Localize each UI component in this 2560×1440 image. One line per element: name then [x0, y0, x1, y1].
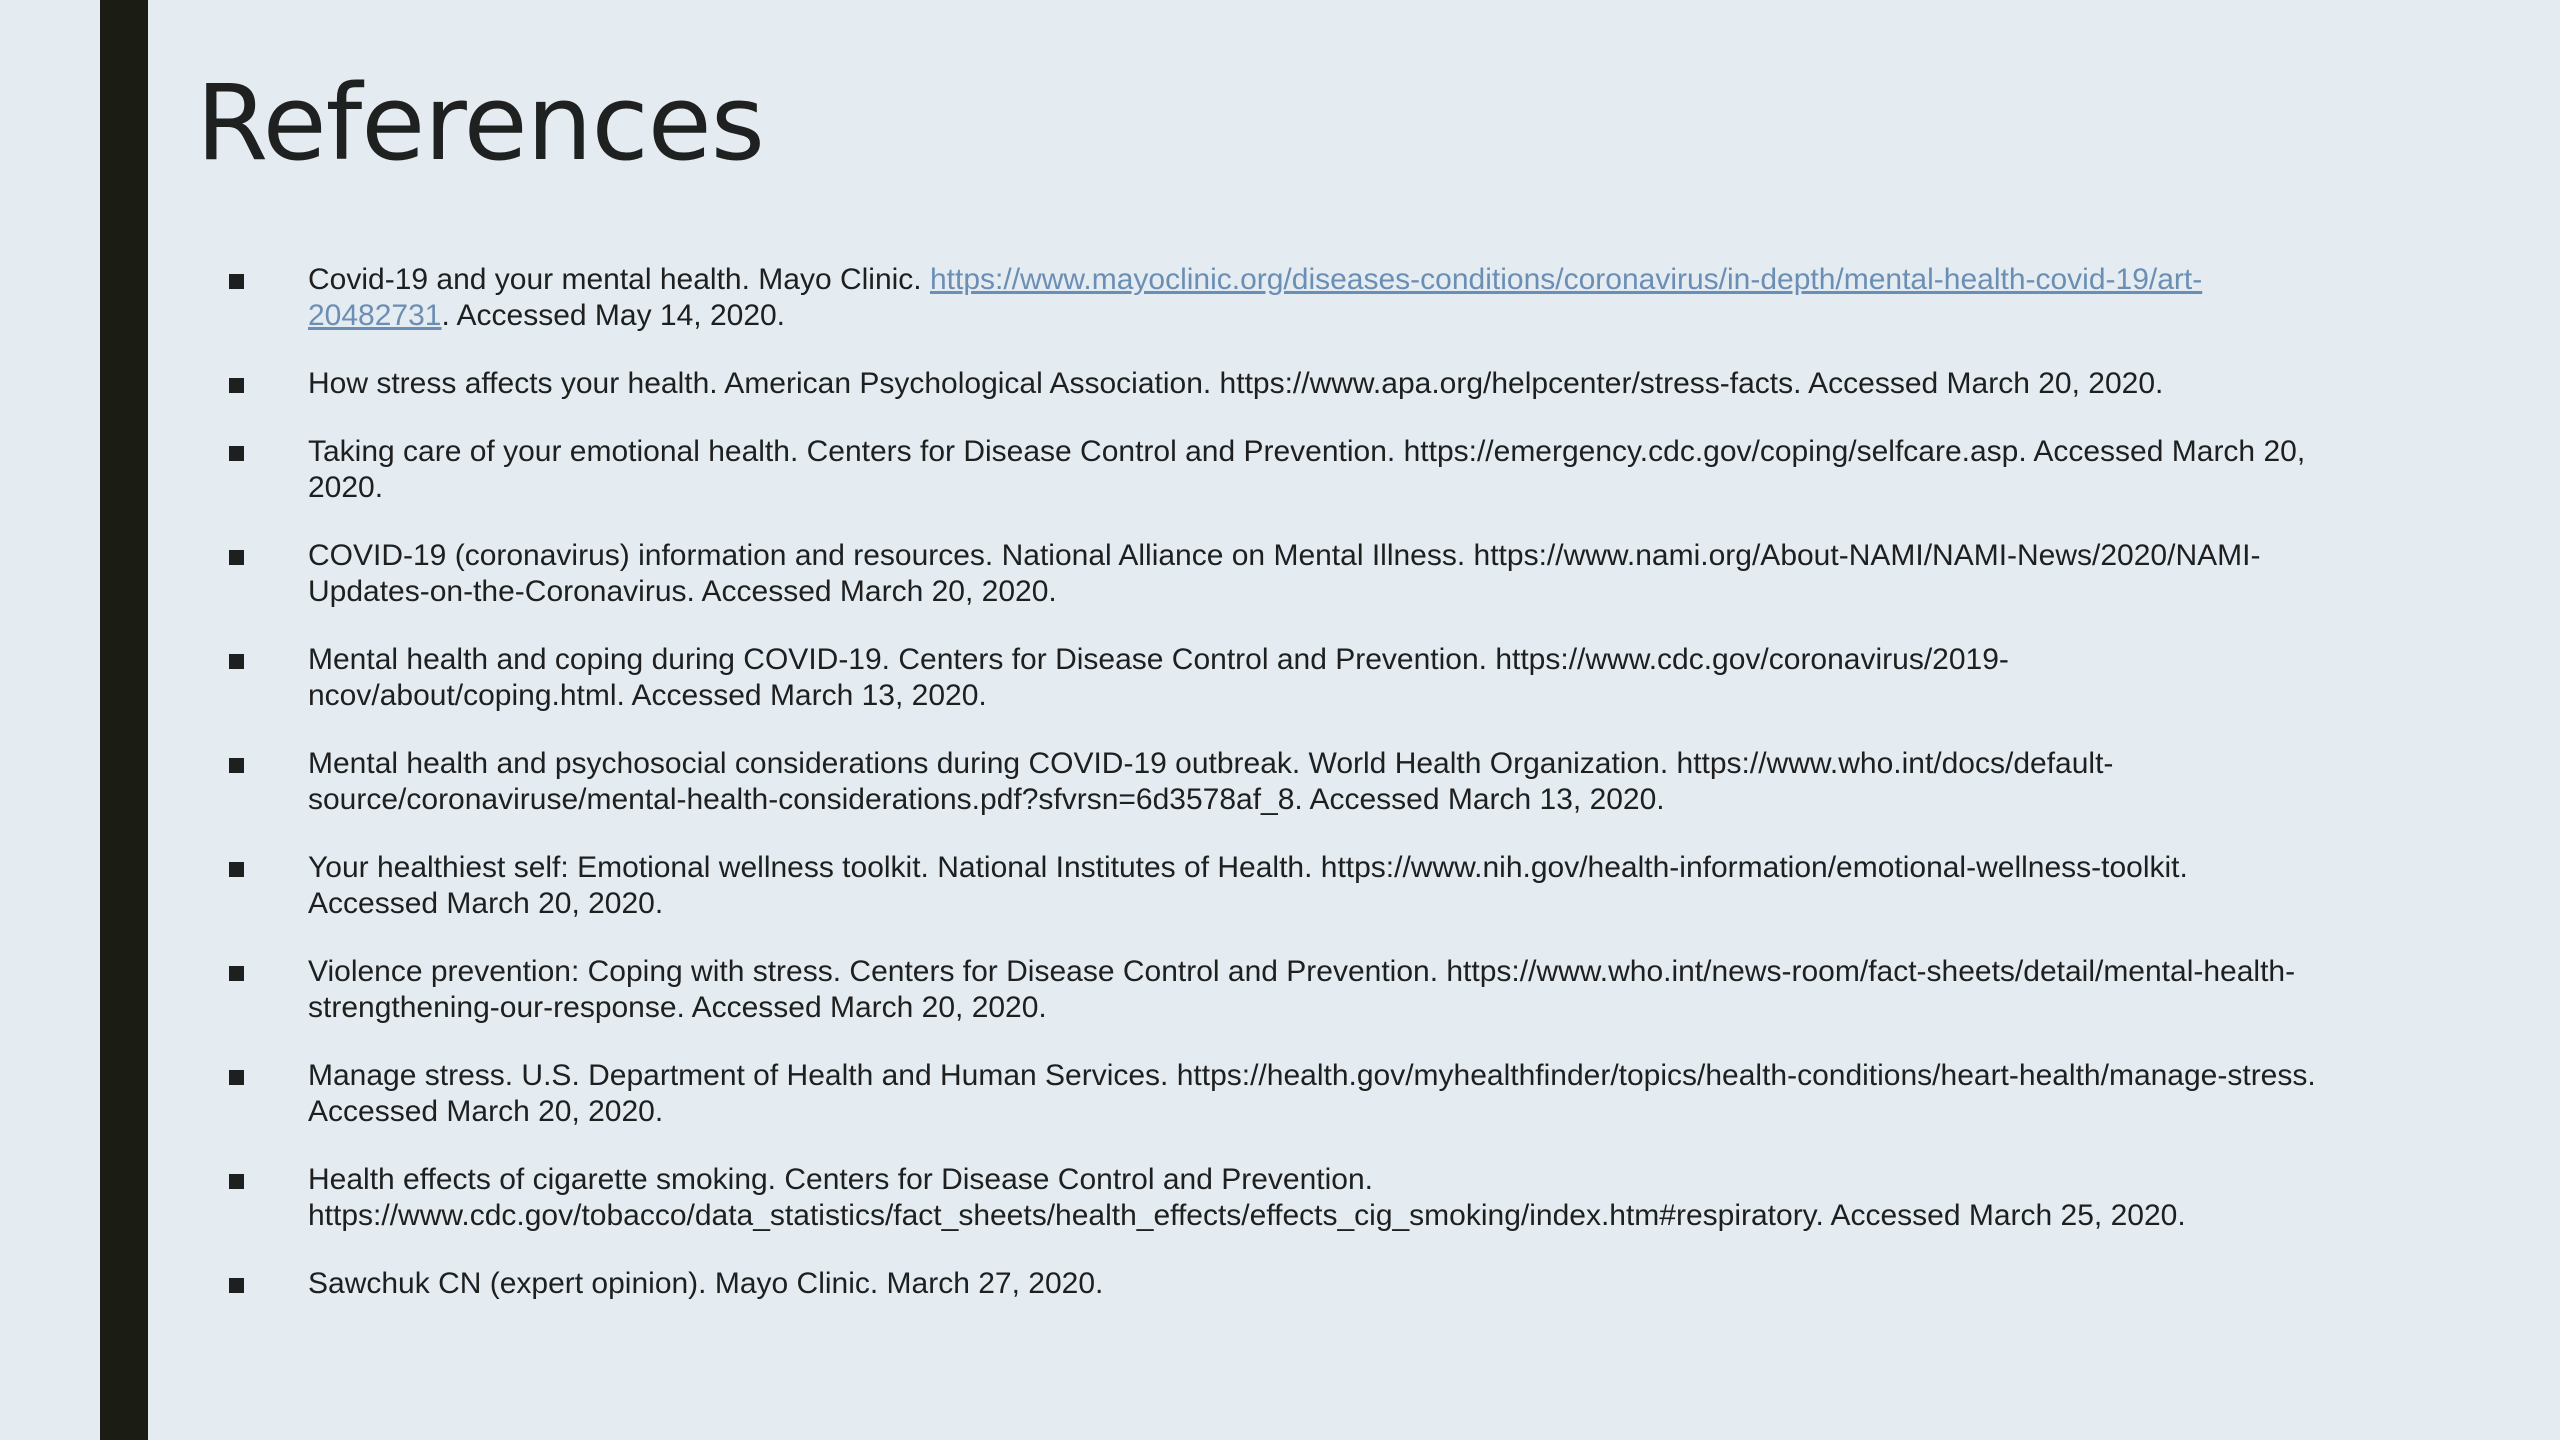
- reference-text: Sawchuk CN (expert opinion). Mayo Clinic. March 27, 2020.: [308, 1267, 1104, 1300]
- reference-item: [220, 1162, 2320, 1234]
- square-bullet-icon: [229, 966, 244, 981]
- reference-item: [220, 434, 2320, 506]
- reference-item: [220, 850, 2320, 922]
- square-bullet-icon: [229, 758, 244, 773]
- reference-text: Mental health and psychosocial considerations during COVID-19 outbreak. World Health Organization. https://www.who.int/docs/default-source/coronaviruse/mental-health-considerations.pdf?sfvrsn=6d3578af_8. Accessed March 13, 2020.: [308, 747, 2114, 816]
- reference-item: [220, 954, 2320, 1026]
- square-bullet-icon: [229, 1070, 244, 1085]
- reference-item: [220, 262, 2320, 334]
- reference-item: [220, 1266, 2320, 1302]
- references-list: [220, 262, 2320, 1334]
- square-bullet-icon: [229, 446, 244, 461]
- square-bullet-icon: [229, 1174, 244, 1189]
- reference-text: How stress affects your health. American Psychological Association. https://www.apa.org/helpcenter/stress-facts. Accessed March 20, 2020.: [308, 367, 2164, 400]
- left-accent-bar: [100, 0, 148, 1440]
- reference-text: Manage stress. U.S. Department of Health and Human Services. https://health.gov/myhealthfinder/topics/health-conditions/heart-health/manage-stress. Accessed March 20, 2020.: [308, 1059, 2316, 1128]
- reference-item: [220, 366, 2320, 402]
- square-bullet-icon: [229, 550, 244, 565]
- reference-accessed: . Accessed May 14, 2020.: [441, 299, 786, 332]
- reference-item: [220, 642, 2320, 714]
- reference-text: Health effects of cigarette smoking. Centers for Disease Control and Prevention. https://www.cdc.gov/tobacco/data_statistics/fact_sheets/health_effects/effects_cig_smoking/index.htm#respiratory. Accessed March 25, 2020.: [308, 1163, 2186, 1232]
- square-bullet-icon: [229, 274, 244, 289]
- slide-title: References: [196, 62, 764, 184]
- reference-text: Violence prevention: Coping with stress. Centers for Disease Control and Prevention. https://www.who.int/news-room/fact-sheets/detail/mental-health-strengthening-our-response. Accessed March 20, 2020.: [308, 955, 2296, 1024]
- reference-item: [220, 1058, 2320, 1130]
- reference-text: COVID-19 (coronavirus) information and resources. National Alliance on Mental Illness. https://www.nami.org/About-NAMI/NAMI-News/2020/NAMI-Updates-on-the-Coronavirus. Accessed March 20, 2020.: [308, 539, 2261, 608]
- reference-item: [220, 538, 2320, 610]
- reference-link[interactable]: https://www.mayoclinic.org/diseases-conditions/coronavirus/in-depth/mental-health-covid-19/art-20482731: [308, 263, 2203, 332]
- reference-item: [220, 746, 2320, 818]
- square-bullet-icon: [229, 1278, 244, 1293]
- reference-text: Covid-19 and your mental health. Mayo Clinic.: [308, 263, 930, 296]
- square-bullet-icon: [229, 654, 244, 669]
- reference-text: Taking care of your emotional health. Centers for Disease Control and Prevention. https://emergency.cdc.gov/coping/selfcare.asp. Accessed March 20, 2020.: [308, 435, 2306, 504]
- reference-text: Mental health and coping during COVID-19. Centers for Disease Control and Prevention. https://www.cdc.gov/coronavirus/2019-ncov/about/coping.html. Accessed March 13, 2020.: [308, 643, 2009, 712]
- reference-text: Your healthiest self: Emotional wellness toolkit. National Institutes of Health. https://www.nih.gov/health-information/emotional-wellness-toolkit. Accessed March 20, 2020.: [308, 851, 2188, 920]
- square-bullet-icon: [229, 862, 244, 877]
- square-bullet-icon: [229, 378, 244, 393]
